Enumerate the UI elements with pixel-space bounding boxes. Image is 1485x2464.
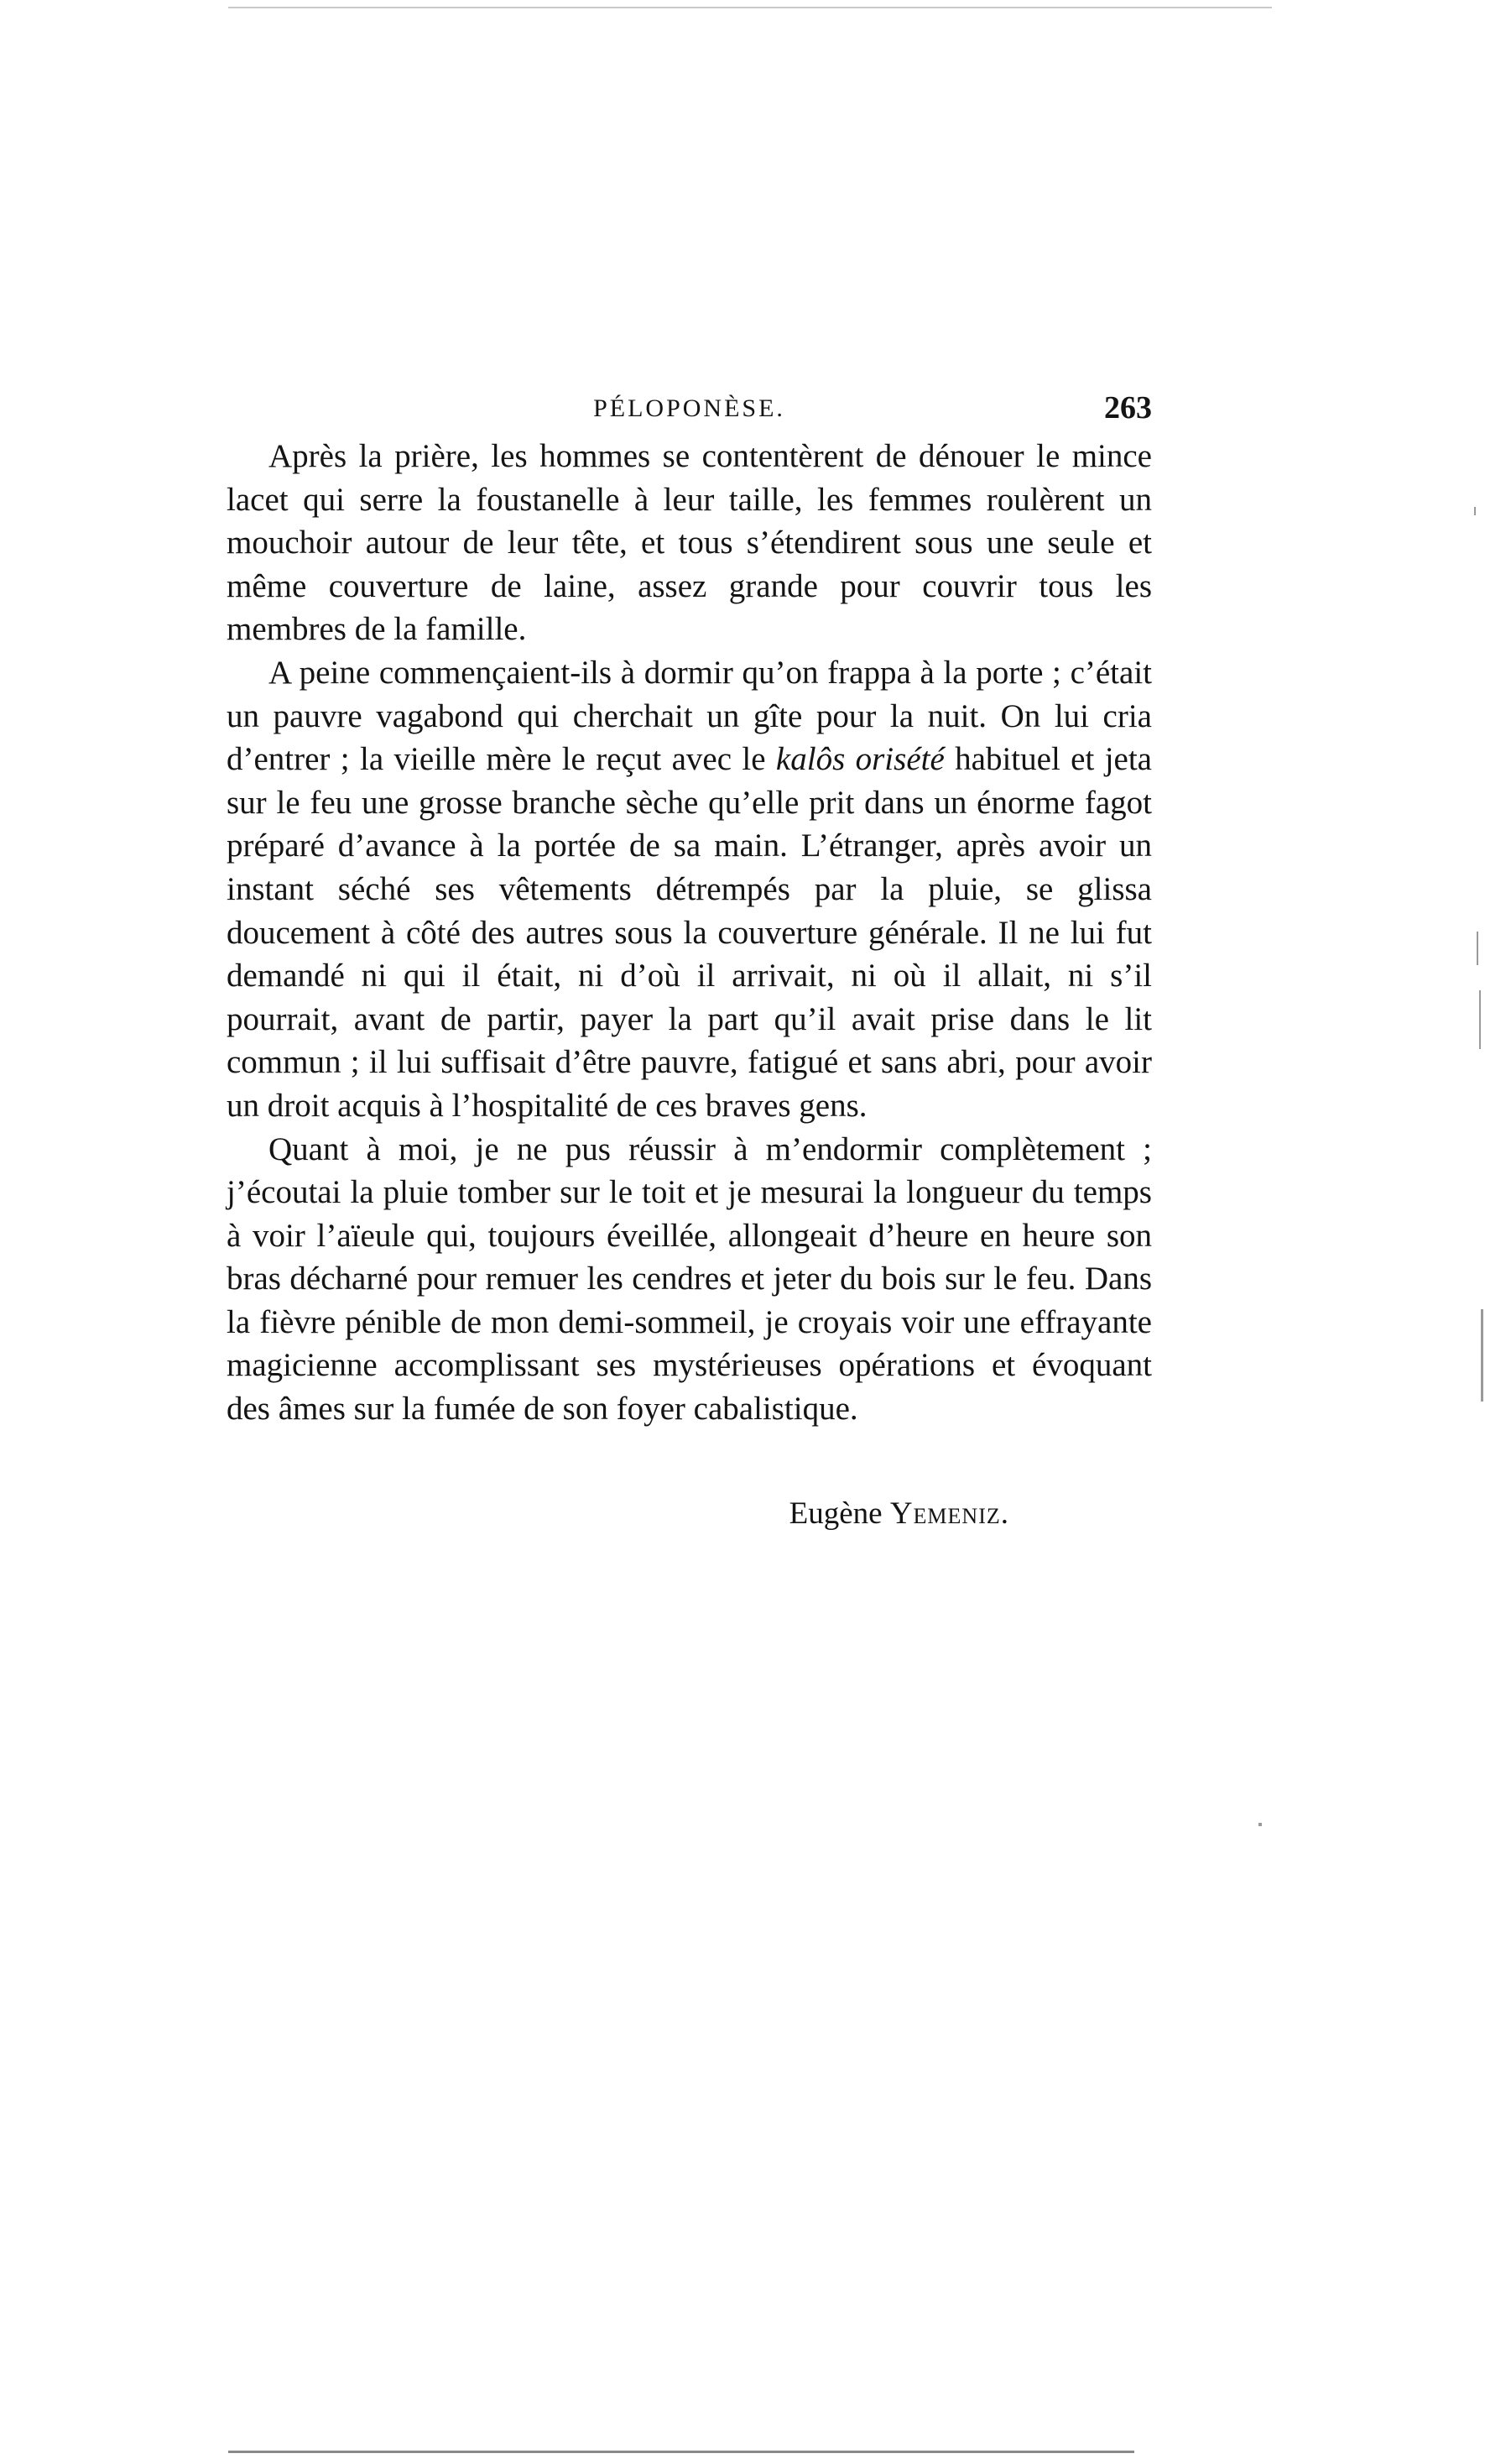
author-signature [227, 1496, 1009, 1532]
author-first-name: Eugène [789, 1496, 883, 1531]
bottom-edge-rule [228, 2451, 1134, 2453]
paragraph-2-text-start: A peine commençaient-ils à dormir qu’on frappa à la porte ; c’était un pauvre vagabond qui cherchait un gîte pour la nuit. On lui cria d’entrer ; la vieille mère le reçut avec le [227, 654, 1152, 778]
running-head: PÉLOPONÈSE. [593, 394, 785, 422]
page-number: 263 [1104, 390, 1152, 425]
paragraph-2 [227, 651, 1152, 1128]
margin-speck [1479, 990, 1481, 1049]
paragraph-2-text-end: habituel et jeta sur le feu une grosse branche sèche qu’elle prit dans un énorme fagot préparé d’avance à la portée de sa main. L’étranger, après avoir un instant séché ses vêtements détrempés par la pluie, se glissa doucement à côté des autres sous la couverture générale. Il ne lui fut demandé ni qui il était, ni d’où il arrivait, ni où il allait, ni s’il pourrait, avant de partir, payer la part qu’il avait prise dans le lit commun ; il lui suffisait d’être pauvre, fatigué et sans abri, pour avoir un droit acquis à l’hospitalité de ces braves gens. [227, 741, 1152, 1124]
body-text [227, 435, 1152, 1431]
page-header [227, 389, 1152, 431]
margin-speck [1477, 932, 1478, 965]
paragraph-1: Après la prière, les hommes se contentèrent de dénouer le mince lacet qui serre la foustanelle à leur taille, les femmes roulèrent un mouchoir autour de leur tête, et tous s’étendirent sous une seule et même couverture de laine, assez grande pour couvrir tous les membres de la famille. [227, 438, 1152, 648]
margin-speck [1481, 1309, 1483, 1402]
author-surname: Yemeniz. [889, 1496, 1009, 1531]
top-edge-rule [228, 7, 1272, 8]
paragraph-3: Quant à moi, je ne pus réussir à m’endormir complètement ; j’écoutai la pluie tomber sur le toit et je mesurai la longueur du temps à voir l’aïeule qui, toujours éveillée, allongeait d’heure en heure son bras décharné pour remuer les cendres et jeter du bois sur le feu. Dans la fièvre pénible de mon demi-sommeil, je croyais voir une effrayante magicienne accomplissant ses mystérieuses opérations et évoquant des âmes sur la fumée de son foyer cabalistique. [227, 1130, 1152, 1428]
margin-speck [1258, 1823, 1262, 1826]
greek-greeting-italic: kalôs orisété [775, 741, 945, 778]
margin-speck [1474, 507, 1476, 515]
